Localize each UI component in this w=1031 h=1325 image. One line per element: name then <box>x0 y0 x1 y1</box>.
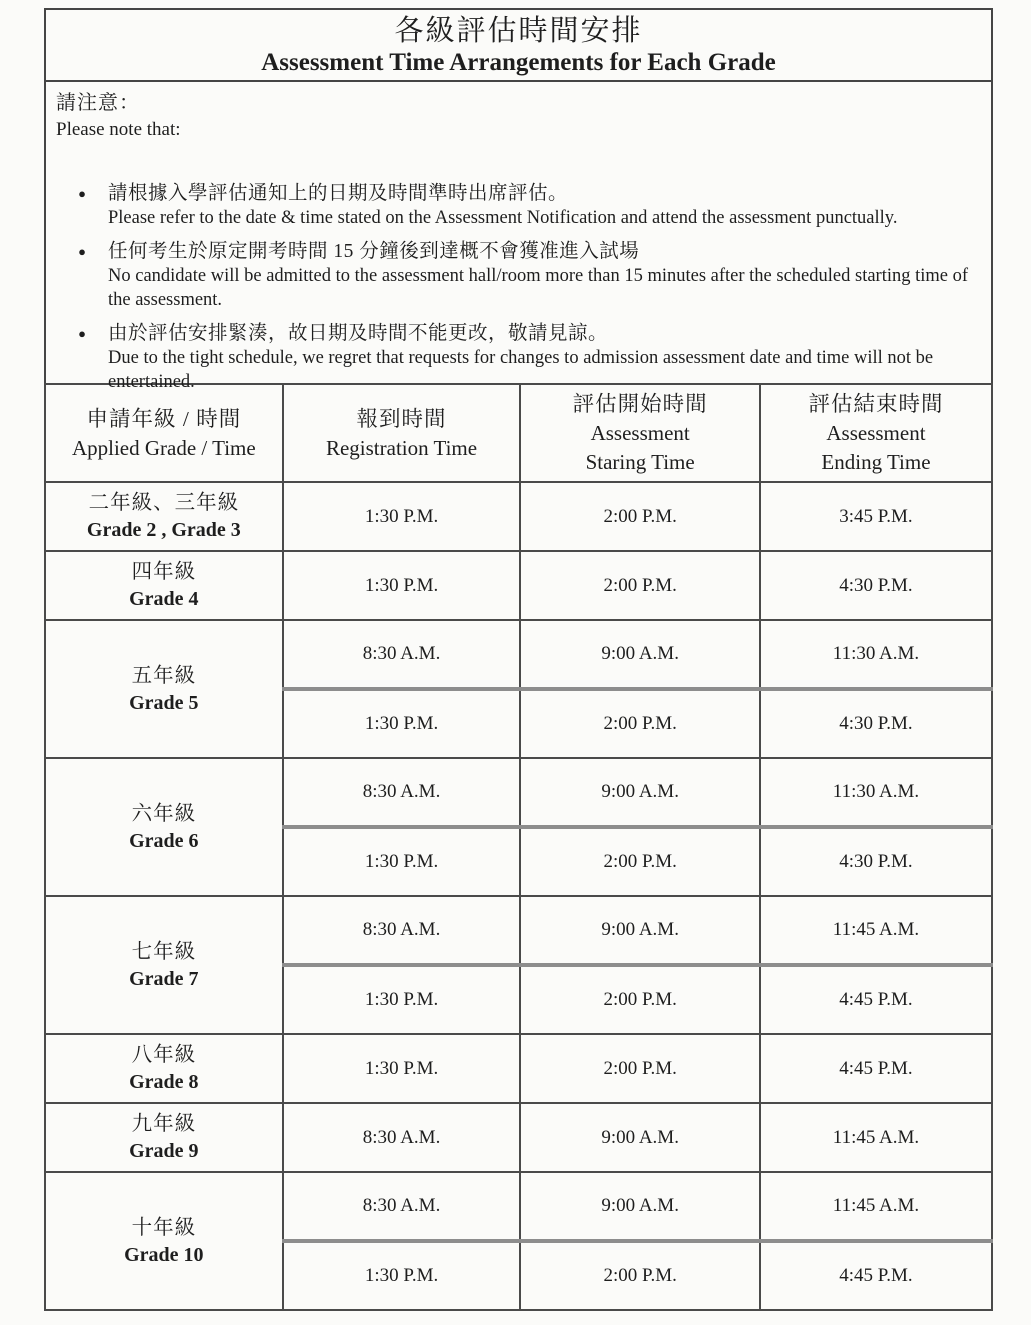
starting-time: 2:00 P.M. <box>520 827 760 896</box>
grade-cell: 十年級 Grade 10 <box>45 1172 283 1310</box>
starting-time: 2:00 P.M. <box>520 1034 760 1103</box>
title-section <box>44 8 993 82</box>
header-starting-time: 評估開始時間 Assessment Staring Time <box>520 384 760 482</box>
bullet-icon: ● <box>78 326 86 341</box>
header-registration-time: 報到時間 Registration Time <box>283 384 521 482</box>
note-item <box>56 181 977 230</box>
note-3-zh: 由於評估安排緊湊，故日期及時間不能更改，敬請見諒。 <box>108 323 609 344</box>
note-2-en: No candidate will be admitted to the assessment hall/room more than 15 minutes after the scheduled starting time of the assessment. <box>108 266 969 310</box>
table-row-grade-6-am <box>45 758 992 827</box>
ending-time: 4:30 P.M. <box>760 551 992 620</box>
grade-cell: 五年級 Grade 5 <box>45 620 283 758</box>
registration-time: 8:30 A.M. <box>283 758 521 827</box>
assessment-schedule-document <box>44 8 993 1311</box>
ending-time: 11:30 A.M. <box>760 758 992 827</box>
ending-time: 4:30 P.M. <box>760 827 992 896</box>
notes-section <box>44 82 993 392</box>
assessment-schedule-table <box>44 383 993 1311</box>
ending-time: 11:45 A.M. <box>760 896 992 965</box>
bullet-icon: ● <box>78 244 86 259</box>
starting-time: 9:00 A.M. <box>520 1172 760 1241</box>
document-title-zh: 各級評估時間安排 <box>394 15 643 47</box>
notes-intro-en: Please note that: <box>56 119 181 140</box>
starting-time: 2:00 P.M. <box>520 689 760 758</box>
note-item <box>56 321 977 394</box>
starting-time: 2:00 P.M. <box>520 551 760 620</box>
ending-time: 11:30 A.M. <box>760 620 992 689</box>
table-row-grade-7-am <box>45 896 992 965</box>
notes-intro-zh: 請注意： <box>56 92 140 114</box>
note-1-en: Please refer to the date & time stated on the Assessment Notification and attend the assessment punctually. <box>108 208 898 228</box>
table-row-grade-9 <box>45 1103 992 1172</box>
grade-cell: 八年級 Grade 8 <box>45 1034 283 1103</box>
document-title-en: Assessment Time Arrangements for Each Grade <box>261 49 776 76</box>
starting-time: 2:00 P.M. <box>520 482 760 551</box>
grade-cell: 六年級 Grade 6 <box>45 758 283 896</box>
note-2-zh: 任何考生於原定開考時間 15 分鐘後到達概不會獲准進入試場 <box>108 241 640 262</box>
registration-time: 1:30 P.M. <box>283 551 521 620</box>
grade-cell: 九年級 Grade 9 <box>45 1103 283 1172</box>
table-row-grade-4 <box>45 551 992 620</box>
registration-time: 8:30 A.M. <box>283 896 521 965</box>
header-ending-time: 評估結束時間 Assessment Ending Time <box>760 384 992 482</box>
starting-time: 9:00 A.M. <box>520 758 760 827</box>
registration-time: 1:30 P.M. <box>283 1034 521 1103</box>
ending-time: 11:45 A.M. <box>760 1103 992 1172</box>
registration-time: 8:30 A.M. <box>283 620 521 689</box>
table-row-grade-10-am <box>45 1172 992 1241</box>
starting-time: 9:00 A.M. <box>520 1103 760 1172</box>
table-header-row <box>45 384 992 482</box>
grade-cell: 四年級 Grade 4 <box>45 551 283 620</box>
starting-time: 2:00 P.M. <box>520 1241 760 1310</box>
ending-time: 4:45 P.M. <box>760 1241 992 1310</box>
ending-time: 3:45 P.M. <box>760 482 992 551</box>
grade-cell: 二年級、三年級 Grade 2 , Grade 3 <box>45 482 283 551</box>
ending-time: 4:45 P.M. <box>760 965 992 1034</box>
registration-time: 1:30 P.M. <box>283 965 521 1034</box>
note-item <box>56 239 977 312</box>
registration-time: 8:30 A.M. <box>283 1172 521 1241</box>
table-row-grade-2-3 <box>45 482 992 551</box>
table-row-grade-8 <box>45 1034 992 1103</box>
ending-time: 4:30 P.M. <box>760 689 992 758</box>
registration-time: 1:30 P.M. <box>283 827 521 896</box>
registration-time: 8:30 A.M. <box>283 1103 521 1172</box>
starting-time: 2:00 P.M. <box>520 965 760 1034</box>
ending-time: 4:45 P.M. <box>760 1034 992 1103</box>
header-applied-grade: 申請年級 / 時間 Applied Grade / Time <box>45 384 283 482</box>
starting-time: 9:00 A.M. <box>520 620 760 689</box>
notes-bullet-list <box>56 181 977 394</box>
registration-time: 1:30 P.M. <box>283 1241 521 1310</box>
registration-time: 1:30 P.M. <box>283 482 521 551</box>
note-3-en: Due to the tight schedule, we regret that requests for changes to admission assessment date and time will not be entertained. <box>108 348 934 392</box>
registration-time: 1:30 P.M. <box>283 689 521 758</box>
starting-time: 9:00 A.M. <box>520 896 760 965</box>
ending-time: 11:45 A.M. <box>760 1172 992 1241</box>
bullet-icon: ● <box>78 186 86 201</box>
table-row-grade-5-am <box>45 620 992 689</box>
note-1-zh: 請根據入學評估通知上的日期及時間準時出席評估。 <box>108 183 569 204</box>
grade-cell: 七年級 Grade 7 <box>45 896 283 1034</box>
